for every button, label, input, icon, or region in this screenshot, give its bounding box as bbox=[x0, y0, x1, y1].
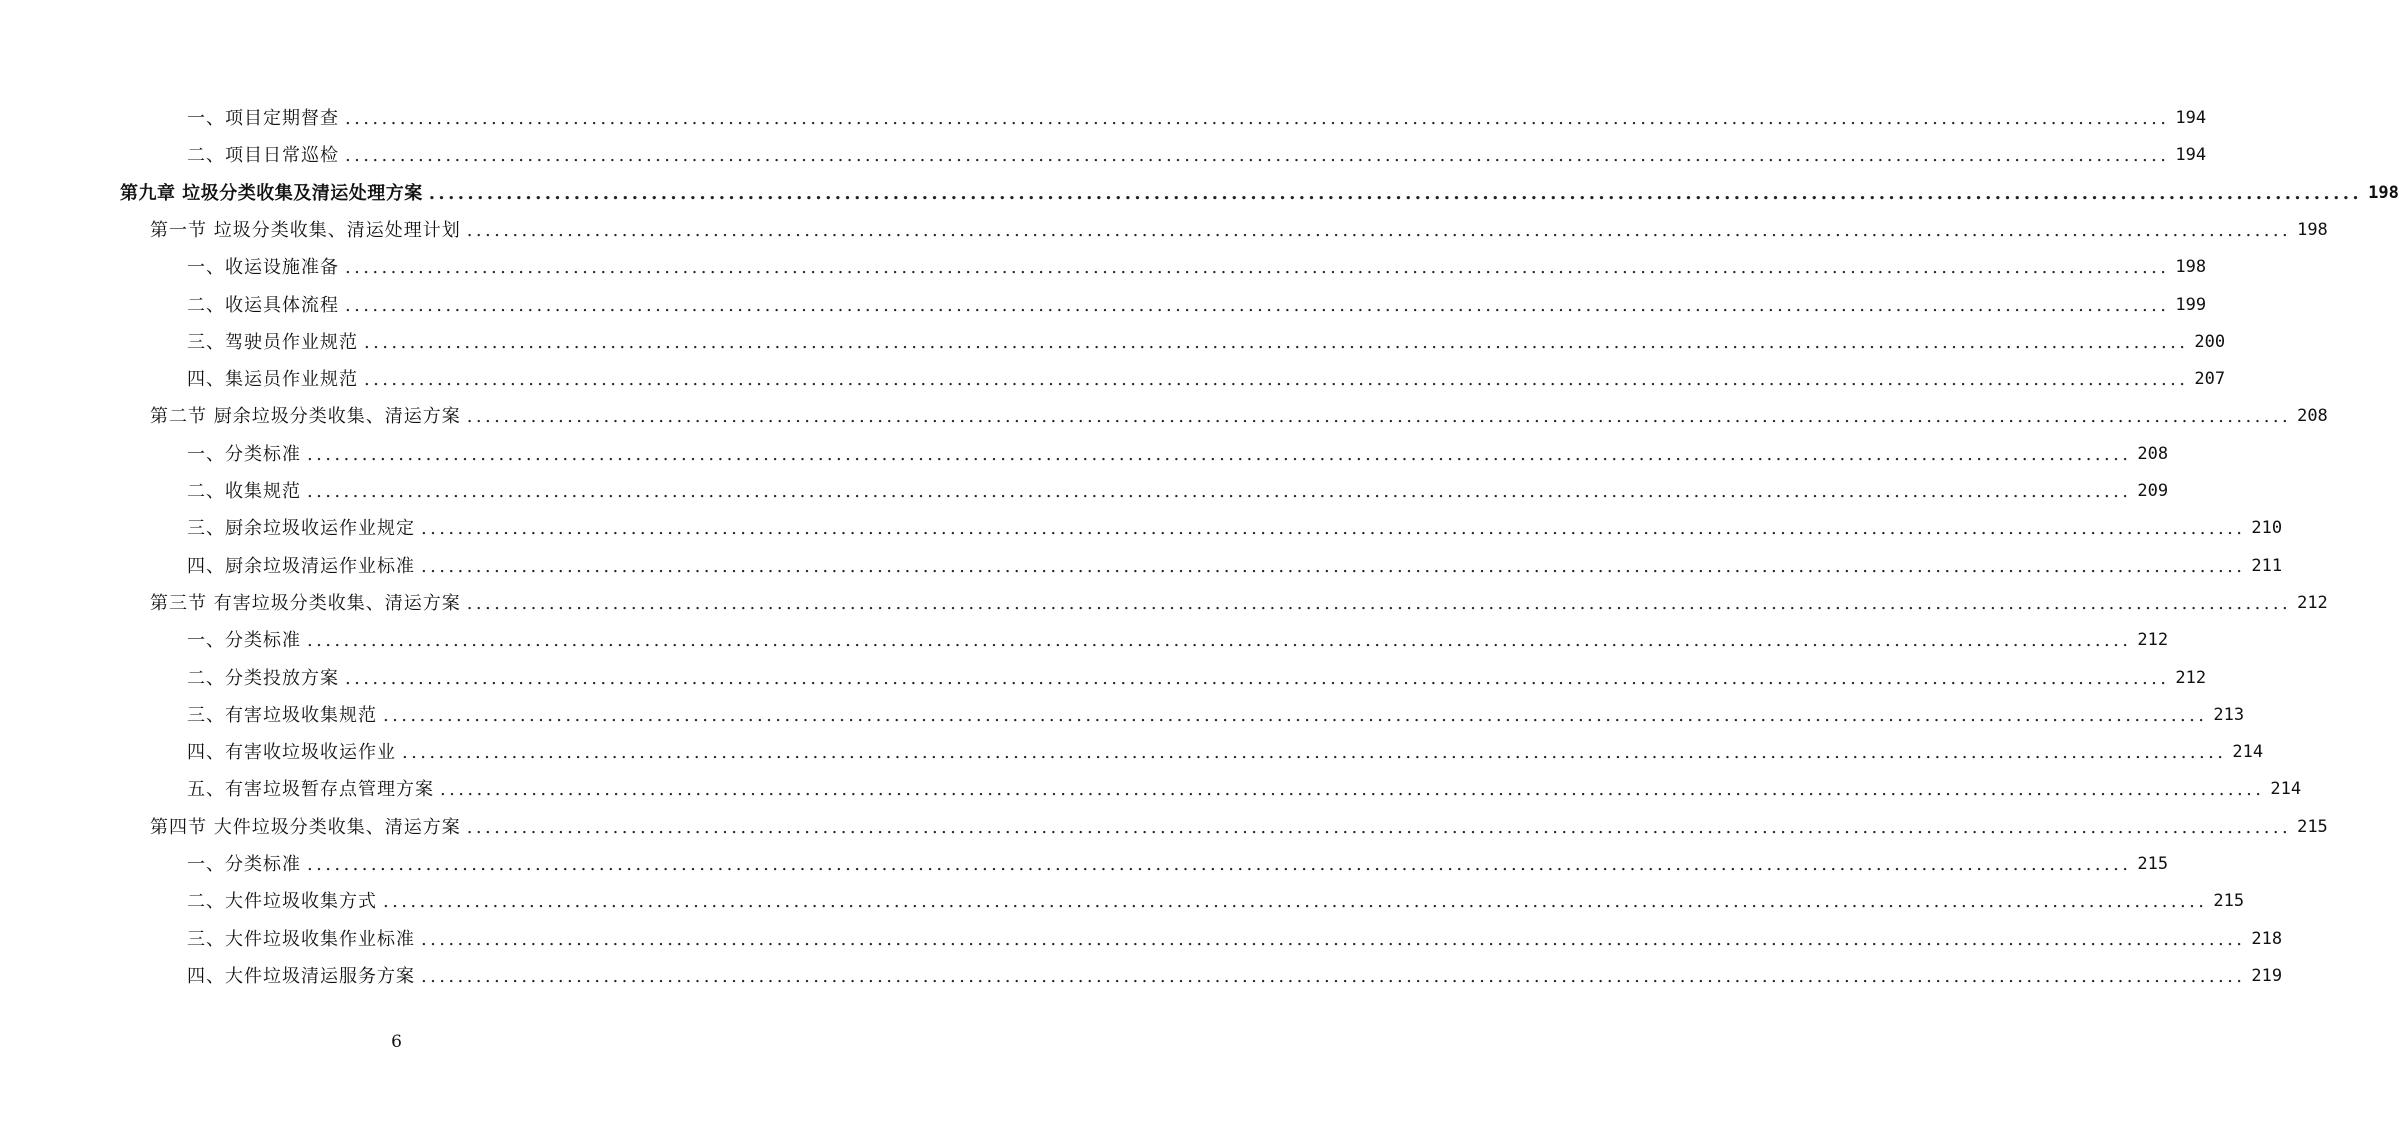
toc-section-entry[interactable] bbox=[150, 809, 2328, 846]
toc-subsection-entry[interactable] bbox=[187, 622, 2169, 659]
toc-entry-label: 第二节 厨余垃圾分类收集、清运方案 bbox=[150, 406, 461, 428]
toc-chapter-entry[interactable] bbox=[120, 175, 2399, 212]
toc-entry-page: 212 bbox=[2137, 630, 2169, 651]
toc-entry-page: 215 bbox=[2297, 816, 2328, 837]
toc-subsection-entry[interactable] bbox=[187, 883, 2245, 920]
toc-subsection-entry[interactable] bbox=[187, 734, 2264, 771]
toc-entry-label: 二、分类投放方案 bbox=[187, 667, 339, 689]
toc-entry-page: 210 bbox=[2251, 518, 2283, 539]
toc-subsection-entry[interactable] bbox=[187, 697, 2245, 734]
toc-subsection-entry[interactable] bbox=[187, 846, 2169, 883]
toc-entry-label: 一、收运设施准备 bbox=[187, 257, 339, 279]
toc-entry-label: 一、分类标准 bbox=[187, 854, 301, 875]
toc-entry-label: 一、项目定期督查 bbox=[187, 108, 339, 129]
toc-subsection-entry[interactable] bbox=[187, 436, 2169, 473]
toc-entry-page: 218 bbox=[2251, 928, 2283, 949]
toc-leader-dots: ........................................................................................................................................................................................................ bbox=[345, 667, 2170, 689]
toc-subsection-entry[interactable] bbox=[187, 958, 2283, 995]
toc-section-entry[interactable] bbox=[150, 585, 2328, 622]
toc-subsection-entry[interactable] bbox=[187, 771, 2302, 808]
toc-subsection-entry[interactable] bbox=[187, 100, 2207, 137]
toc-leader-dots: ........................................................................................................................................................................................................ bbox=[440, 779, 2265, 801]
toc-entry-page: 209 bbox=[2137, 481, 2169, 501]
toc-entry-label: 二、项目日常巡检 bbox=[187, 145, 339, 167]
toc-entry-page: 212 bbox=[2297, 592, 2328, 613]
toc-leader-dots: ........................................................................................................................................................................................................ bbox=[421, 518, 2246, 540]
toc-leader-dots: ........................................................................................................................................................................................................ bbox=[364, 331, 2189, 353]
toc-entry-page: 198 bbox=[2175, 257, 2207, 278]
toc-leader-dots: ........................................................................................................................................................................................................ bbox=[466, 219, 2292, 241]
toc-entry-page: 215 bbox=[2213, 891, 2245, 912]
toc-entry-page: 214 bbox=[2270, 779, 2302, 800]
toc-leader-dots: ........................................................................................................................................................................................................ bbox=[383, 891, 2208, 913]
toc-subsection-entry[interactable] bbox=[187, 287, 2207, 324]
toc-entry-page: 198 bbox=[2368, 182, 2399, 203]
toc-subsection-entry[interactable] bbox=[187, 324, 2226, 361]
toc-leader-dots: ........................................................................................................................................................................................................ bbox=[402, 742, 2227, 764]
toc-entry-label: 三、驾驶员作业规范 bbox=[187, 331, 358, 353]
toc-leader-dots: ........................................................................................................................................................................................................ bbox=[421, 965, 2246, 987]
toc-entry-label: 三、厨余垃圾收运作业规定 bbox=[187, 518, 415, 540]
toc-entry-page: 219 bbox=[2251, 965, 2283, 986]
toc-entry-label: 四、大件垃圾清运服务方案 bbox=[187, 965, 415, 987]
toc-leader-dots: ........................................................................................................................................................................................................ bbox=[383, 704, 2208, 726]
toc-entry-label: 第一节 垃圾分类收集、清运处理计划 bbox=[150, 219, 461, 241]
toc-leader-dots: ........................................................................................................................................................................................................ bbox=[307, 443, 2132, 465]
toc-entry-page: 214 bbox=[2232, 742, 2264, 763]
toc-entry-page: 212 bbox=[2175, 667, 2207, 688]
toc-leader-dots: ........................................................................................................................................................................................................ bbox=[421, 555, 2246, 577]
toc-entry-label: 二、收集规范 bbox=[187, 481, 301, 502]
toc-leader-dots: ........................................................................................................................................................................................................ bbox=[466, 816, 2292, 838]
toc-entry-label: 四、厨余垃圾清运作业标准 bbox=[187, 555, 415, 577]
toc-section-entry[interactable] bbox=[150, 398, 2328, 435]
toc-entry-label: 二、大件垃圾收集方式 bbox=[187, 891, 377, 913]
toc-entry-page: 198 bbox=[2297, 219, 2328, 240]
toc-entry-page: 199 bbox=[2175, 294, 2207, 315]
toc-leader-dots: ........................................................................................................................................................................................................ bbox=[307, 854, 2132, 875]
toc-subsection-entry[interactable] bbox=[187, 548, 2283, 585]
toc-subsection-entry[interactable] bbox=[187, 660, 2207, 697]
toc-entry-label: 三、有害垃圾收集规范 bbox=[187, 704, 377, 726]
toc-entry-page: 194 bbox=[2175, 145, 2207, 166]
toc-entry-label: 一、分类标准 bbox=[187, 630, 301, 652]
toc-entry-page: 207 bbox=[2194, 369, 2226, 390]
toc-entry-label: 第三节 有害垃圾分类收集、清运方案 bbox=[150, 592, 461, 614]
toc-entry-page: 211 bbox=[2251, 555, 2283, 576]
page-number: 6 bbox=[391, 1032, 402, 1052]
toc-leader-dots: ........................................................................................................................................................................................................ bbox=[466, 406, 2292, 428]
toc-leader-dots: ........................................................................................................................................................................................................ bbox=[421, 928, 2246, 950]
toc-entry-page: 215 bbox=[2137, 854, 2169, 874]
toc-entry-page: 213 bbox=[2213, 704, 2245, 725]
toc-leader-dots: ........................................................................................................................................................................................................ bbox=[345, 145, 2170, 167]
toc-entry-label: 四、集运员作业规范 bbox=[187, 369, 358, 391]
toc-section-entry[interactable] bbox=[150, 212, 2328, 249]
toc-entry-label: 四、有害收垃圾收运作业 bbox=[187, 742, 396, 764]
toc-subsection-entry[interactable] bbox=[187, 361, 2226, 398]
toc-entry-label: 一、分类标准 bbox=[187, 443, 301, 465]
toc-subsection-entry[interactable] bbox=[187, 473, 2169, 510]
toc-leader-dots: ........................................................................................................................................................................................................ bbox=[345, 294, 2170, 316]
toc-entry-label: 第四节 大件垃圾分类收集、清运方案 bbox=[150, 816, 461, 838]
toc-leader-dots: ........................................................................................................................................................................................................ bbox=[307, 630, 2132, 652]
toc-leader-dots: ........................................................................................................................................................................................................ bbox=[307, 481, 2132, 502]
toc-leader-dots: ........................................................................................................................................................................................................ bbox=[345, 257, 2170, 279]
toc-leader-dots: ........................................................................................................................................................................................................ bbox=[345, 108, 2170, 129]
toc-subsection-entry[interactable] bbox=[187, 921, 2283, 958]
toc-entry-page: 200 bbox=[2194, 331, 2226, 352]
toc-leader-dots: ........................................................................................................................................................................................................ bbox=[466, 592, 2292, 614]
toc-entry-label: 第九章 垃圾分类收集及清运处理方案 bbox=[120, 182, 423, 204]
toc-entry-label: 二、收运具体流程 bbox=[187, 294, 339, 316]
toc-entry-page: 208 bbox=[2297, 406, 2328, 427]
toc-entry-label: 五、有害垃圾暂存点管理方案 bbox=[187, 779, 434, 801]
toc-entry-page: 194 bbox=[2175, 108, 2207, 128]
toc-entry-label: 三、大件垃圾收集作业标准 bbox=[187, 928, 415, 950]
toc-subsection-entry[interactable] bbox=[187, 249, 2207, 286]
toc-leader-dots: ........................................................................................................................................................................................................ bbox=[428, 182, 2363, 204]
toc-subsection-entry[interactable] bbox=[187, 510, 2283, 547]
toc-subsection-entry[interactable] bbox=[187, 137, 2207, 174]
toc-leader-dots: ........................................................................................................................................................................................................ bbox=[364, 369, 2189, 391]
toc-entry-page: 208 bbox=[2137, 443, 2169, 464]
